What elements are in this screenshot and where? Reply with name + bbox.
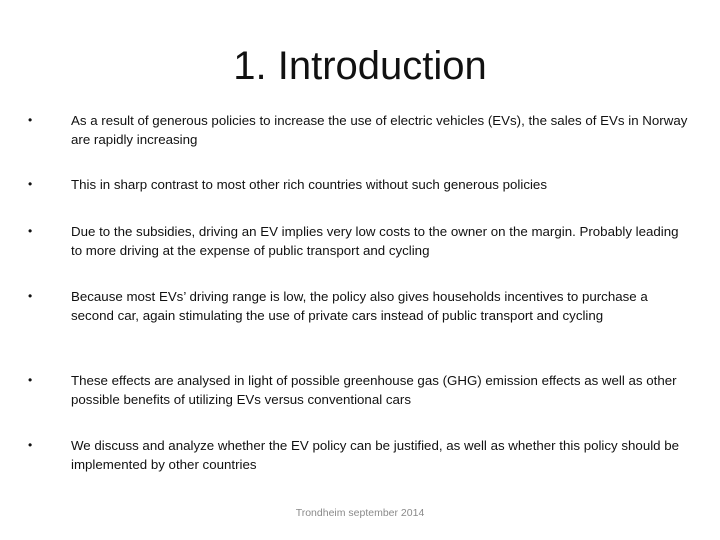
bullet-text: This in sharp contrast to most other rich countries without such generous policies (71, 177, 547, 192)
bullet-marker: • (28, 224, 33, 238)
slide-title: 1. Introduction (233, 44, 487, 88)
bullet-marker: • (28, 289, 33, 303)
bullet-marker: • (28, 113, 33, 127)
bullet-text: Due to the subsidies, driving an EV implies very low costs to the owner on the margin. Probably leading to more driving at the expense of public transport and cycling (71, 224, 679, 258)
bullet-text: These effects are analysed in light of possible greenhouse gas (GHG) emission effects as well as other possible benefits of utilizing EVs versus conventional cars (71, 373, 677, 407)
bullet-text: Because most EVs’ driving range is low, the policy also gives households incentives to purchase a second car, again stimulating the use of private cars instead of public transport and cycling (71, 289, 648, 323)
slide-footer: Trondheim september 2014 (295, 507, 425, 519)
bullet-text: As a result of generous policies to increase the use of electric vehicles (EVs), the sales of EVs in Norway are rapidly increasing (71, 113, 688, 147)
bullet-marker: • (28, 438, 33, 452)
bullet-text: We discuss and analyze whether the EV policy can be justified, as well as whether this policy should be implemented by other countries (71, 438, 680, 472)
bullet-marker: • (28, 177, 33, 191)
bullet-marker: • (28, 373, 33, 387)
